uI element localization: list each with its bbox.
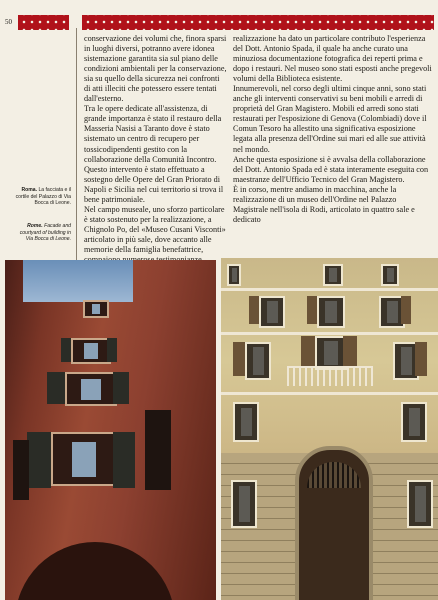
header-cross-pattern-left (18, 15, 69, 30)
window (407, 480, 433, 528)
facade-photo (221, 258, 438, 600)
archway (15, 542, 175, 600)
window (83, 300, 109, 318)
shutter (301, 336, 315, 368)
caption-italian (15, 187, 71, 207)
window (71, 338, 111, 364)
window (233, 402, 259, 442)
window (227, 264, 241, 286)
paragraph: Innumerevoli, nel corso degli ultimi cinque anni, sono stati anche gli interventi conservativi su beni mobili e arredi di proprietà del Gran Magistero. Mobili ed arredi sono stati restaurati per l'esposizione di Genova (Colombiadi) dove il Comun Tesoro ha allestito una significativa esposizione legata alla presenza dell'Ordine sui mari ed alle sue attività nel mondo. (233, 84, 427, 154)
caption-italian-place: Roma. (21, 187, 38, 193)
page-number: 50 (5, 18, 12, 26)
caption-english-place: Rome. (27, 223, 43, 229)
cornice (221, 288, 438, 291)
shutter (233, 342, 245, 376)
cornice (221, 332, 438, 335)
shutter (415, 342, 427, 376)
balcony (287, 366, 373, 386)
shutter (401, 296, 411, 324)
text-column-right (233, 34, 433, 225)
shutter (249, 296, 259, 324)
window (259, 296, 285, 328)
column-divider (76, 28, 77, 262)
window (381, 264, 399, 286)
shutter (145, 410, 171, 490)
shutter (61, 338, 71, 362)
caption-italian-text: La facciata e il cortile del Palazzo di Via Bocca di Leone. (15, 187, 71, 207)
shutter (107, 338, 117, 362)
shutter (13, 440, 29, 500)
window (51, 432, 117, 486)
shutter (343, 336, 357, 368)
window (317, 296, 345, 328)
shutter (307, 296, 317, 324)
shutter (113, 372, 129, 404)
window (65, 372, 117, 406)
cornice (221, 392, 438, 395)
sky (23, 260, 133, 302)
caption-english (15, 223, 71, 243)
header-cross-pattern-band (82, 15, 434, 30)
text-column-left (84, 34, 227, 275)
shutter (27, 432, 51, 488)
window (323, 264, 343, 286)
courtyard-photo (5, 260, 216, 600)
window (231, 480, 257, 528)
paragraph: È in corso, mentre andiamo in macchina, anche la realizzazione di un museo dell'Ordine nel Palazzo Magistrale nell'isola di Rodi, articolato in quattro sale e dedicato (233, 184, 415, 224)
paragraph: Tra le opere dedicate all'assistenza, di grande importanza è stato il restauro della Masseria Nasisi a Taranto dove è stato sistemato un centro di recupero per tossicodipendenti gestito con la collaborazione della Comunità Incontro. Questo intervento è stato effettuato a sostegno delle Opere del Gran Priorato di Napoli e Sicilia nel cui territorio si trova il bene patrimoniale. (84, 104, 224, 204)
shutter (47, 372, 65, 404)
paragraph: Anche questa esposizione si è avvalsa della collaborazione del Dott. Antonio Spada ed è stata interamente eseguita con maestranze dell'Ufficio Tecnico del Gran Magistero. (233, 154, 429, 184)
window (401, 402, 427, 442)
shutter (113, 432, 135, 488)
caption-english-text: Facade and courtyard of building in Via Bocca di Leone. (19, 223, 71, 243)
paragraph: conservazione dei volumi che, finora sparsi in luoghi diversi, potranno avere idonea sistemazione garantita sia sul piano delle condizioni ambientali per la conservazione, sia su quello della sicurezza nei confronti di atti illeciti che potessero essere tentati dall'esterno. (84, 34, 227, 104)
arched-doorway (295, 446, 373, 600)
paragraph: realizzazione ha dato un particolare contributo l'esperienza del Dott. Antonio Spada, il quale ha anche curato una minuziosa documentazione fotografica dei reperti prima e dopo i restauri. Nel museo sono stati esposti anche pregevoli volumi della Biblioteca esistente. (233, 34, 432, 84)
window (245, 342, 271, 380)
paragraph: Nel campo museale, uno sforzo particolare è stato sostenuto per la realizzazione, a Chignolo Po, del «Museo Cusani Visconti» articolato in più sale, dove accanto alle memorie della famiglia benefattrice, (84, 204, 226, 254)
